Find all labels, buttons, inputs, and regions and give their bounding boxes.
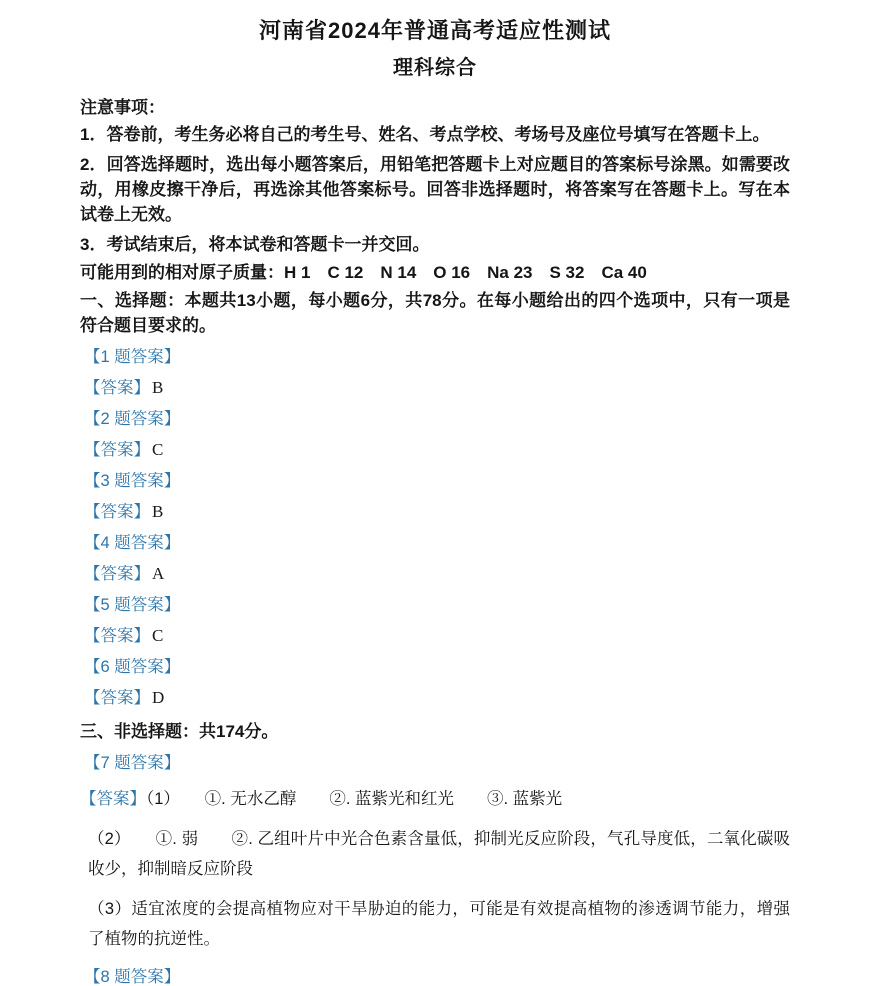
answer-prefix-q7: 【答案】 [80,790,146,808]
answer-link-row-1 [80,348,790,366]
answer-prefix-1: 【答案】 [84,379,150,397]
atomic-masses-line: 可能用到的相对原子质量：H 1 C 12 N 14 O 16 Na 23 S 32 Ca 40 [80,263,647,282]
page-title: 河南省2024年普通高考适应性测试 [259,18,611,43]
notice-heading: 注意事项： [80,98,165,117]
answer-link-row-6 [80,658,790,676]
page-subtitle: 理科综合 [393,57,477,79]
answer-link-row-2 [80,410,790,428]
section-noncho-heading: 三、非选择题：共174分。 [80,722,279,741]
question-8-answer-link[interactable]: 【8 题答案】 [84,968,181,986]
question-5-answer-link[interactable]: 【5 题答案】 [84,596,181,614]
question-4-answer-link[interactable]: 【4 题答案】 [84,534,181,552]
answer-value-3: B [152,502,164,521]
question-7-part-1 [80,784,790,814]
answer-value-row-6 [80,689,790,707]
section-choice-heading: 一、选择题：本题共13小题，每小题6分，共78分。在每小题给出的四个选项中，只有一项是符合题目要求的。 [80,291,790,335]
question-7-answer-link[interactable]: 【7 题答案】 [84,754,181,772]
answer-prefix-2: 【答案】 [84,441,150,459]
answer-value-row-3 [80,503,790,521]
answer-value-2: C [152,440,164,459]
notice-item-1: 1．答卷前，考生务必将自己的考生号、姓名、考点学校、考场号及座位号填写在答题卡上。 [80,125,770,144]
question-1-answer-link[interactable]: 【1 题答案】 [84,348,181,366]
question-7-part-2: （2） ①. 弱 ②. 乙组叶片中光合色素含量低，抑制光反应阶段，气孔导度低，二氧化碳吸收少，抑制暗反应阶段 [88,830,790,878]
question-8-link-row [80,968,790,986]
answer-prefix-4: 【答案】 [84,565,150,583]
answer-value-4: A [152,564,165,583]
question-2-answer-link[interactable]: 【2 题答案】 [84,410,181,428]
answer-value-row-1 [80,379,790,397]
answer-value-row-4 [80,565,790,583]
q7-part1-text: （1） ①. 无水乙醇 ②. 蓝紫光和红光 ③. 蓝紫光 [146,790,563,808]
answer-value-row-2 [80,441,790,459]
answer-link-row-4 [80,534,790,552]
question-3-answer-link[interactable]: 【3 题答案】 [84,472,181,490]
answer-value-6: D [152,688,165,707]
answer-value-row-5 [80,627,790,645]
answer-value-5: C [152,626,164,645]
answer-prefix-5: 【答案】 [84,627,150,645]
answer-link-row-5 [80,596,790,614]
choice-answers-block [80,348,790,707]
question-7-link-row [80,754,790,772]
answer-prefix-6: 【答案】 [84,689,150,707]
question-6-answer-link[interactable]: 【6 题答案】 [84,658,181,676]
notice-item-3: 3．考试结束后，将本试卷和答题卡一并交回。 [80,235,430,254]
notice-item-2: 2．回答选择题时，选出每小题答案后，用铅笔把答题卡上对应题目的答案标号涂黑。如需要改动，用橡皮擦干净后，再选涂其他答案标号。回答非选择题时，将答案写在答题卡上。写在本试卷上无效。 [80,155,790,224]
answer-link-row-3 [80,472,790,490]
answer-value-1: B [152,378,164,397]
answer-prefix-3: 【答案】 [84,503,150,521]
question-7-part-3: （3）适宜浓度的会提高植物应对干旱胁迫的能力，可能是有效提高植物的渗透调节能力，增强了植物的抗逆性。 [88,900,790,948]
